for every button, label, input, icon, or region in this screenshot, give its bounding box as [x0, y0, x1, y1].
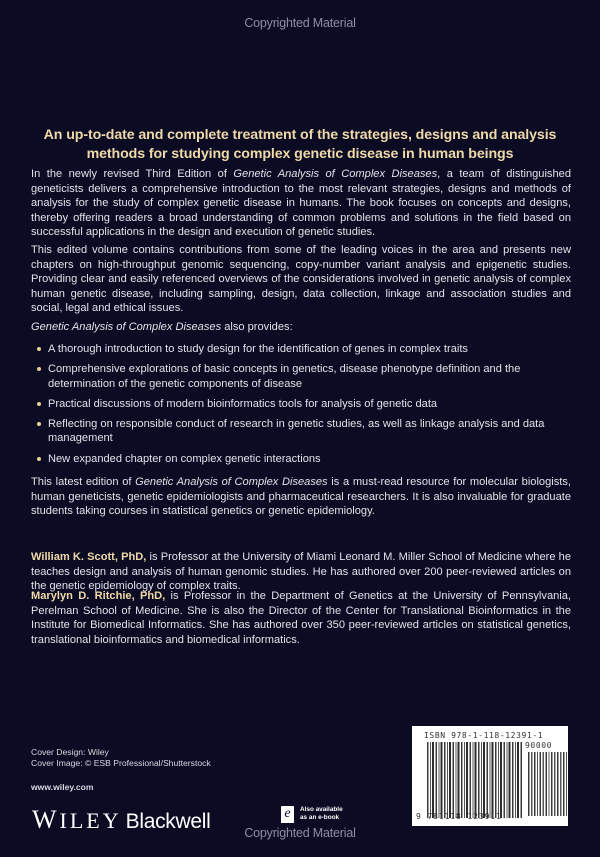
publisher-website-link[interactable]: www.wiley.com	[31, 782, 94, 792]
features-list	[36, 342, 556, 472]
list-item: Reflecting on responsible conduct of research in genetic studies, as well as linkage analysis and data management	[36, 417, 556, 446]
price-addon-number: 90000	[525, 741, 553, 750]
author-name: Marylyn D. Ritchie, PhD,	[31, 590, 166, 602]
author-bio: is Professor at the University of Miami Leonard M. Miller School of Medicine where he teaches design and analysis of human genomic studies. He has authored over 200 peer-reviewed articles on the genetic epidemiology of complex traits.	[31, 551, 571, 593]
addon-barcode-bars-icon	[528, 752, 568, 816]
author-name: William K. Scott, PhD,	[31, 551, 147, 563]
book-title: Genetic Analysis of Complex Diseases	[135, 476, 328, 488]
ebook-badge	[281, 806, 343, 823]
list-item: Comprehensive explorations of basic concepts in genetics, disease phenotype definition and the determination of the genetic components of disease	[36, 362, 556, 391]
ebook-text: Also available as an e-book	[300, 806, 343, 821]
text: This latest edition of	[31, 476, 136, 488]
author-bio: is Professor in the Department of Genetics at the University of Pennsylvania, Perelman School of Medicine. She is also the Director of the Center for Translational Bioinformatics in the Institute for Biomedical Informatics. She has authored over 350 peer-reviewed articles on statistical genetics, translational bioinformatics and biomedical informatics.	[31, 590, 572, 646]
barcode-bars-icon	[427, 742, 522, 818]
audience-paragraph	[31, 475, 571, 519]
copyright-watermark-bottom: Copyrighted Material	[244, 826, 356, 840]
wiley-wordmark: WILEY	[32, 805, 122, 834]
author-bio-ritchie	[31, 589, 571, 647]
blackwell-wordmark: Blackwell	[125, 810, 211, 833]
text: , a team of distinguished geneticists delivers a comprehensive introduction to the most relevant strategies, designs and methods of analysis for the study of complex genetic disease in humans. The book focuses on concepts and designs, thereby offering readers a broad understanding of common problems and solutions in the field based on successful applications in the design and execution of genetic studies.	[31, 168, 571, 239]
book-title: Genetic Analysis of Complex Diseases	[31, 321, 222, 333]
book-title: Genetic Analysis of Complex Diseases	[233, 168, 438, 180]
text: is a must-read resource for molecular biologists, human geneticists, genetic epidemiologists and pharmaceutical researchers. It is also invaluable for graduate students taking courses in statistical genetics or genetic epidemiology.	[31, 476, 571, 518]
list-item: A thorough introduction to study design for the identification of genes in complex traits	[36, 342, 556, 357]
isbn-number: ISBN 978-1-118-12391-1	[424, 731, 544, 740]
provides-paragraph	[31, 320, 571, 335]
author-bio-scott	[31, 550, 571, 594]
intro-paragraph	[31, 167, 571, 240]
ebook-icon: e	[281, 806, 294, 823]
copyright-watermark-top: Copyrighted Material	[244, 16, 356, 30]
list-item: Practical discussions of modern bioinformatics tools for analysis of genetic data	[36, 397, 556, 412]
cover-image-credit: Cover Image: © ESB Professional/Shutterstock	[31, 758, 211, 768]
ean-number: 9 781118 123911	[416, 812, 502, 821]
headline: An up-to-date and complete treatment of the strategies, designs and analysis methods for studying complex genetic disease in human beings	[43, 127, 557, 162]
cover-design-credit: Cover Design: Wiley	[31, 747, 109, 757]
cover-credits	[31, 747, 211, 769]
isbn-barcode	[412, 726, 568, 826]
volume-paragraph: This edited volume contains contributions from some of the leading voices in the area and presents new chapters on high-throughput genomic sequencing, copy-number variant analysis and epigenetic studies. Providing clear and easily referenced overviews of the considerations involved in genetic analysis of complex human genetic disease, including sampling, design, data collection, linkage and association studies and social, legal and ethical issues.	[31, 244, 571, 315]
text: also provides:	[221, 321, 293, 333]
list-item: New expanded chapter on complex genetic interactions	[36, 452, 556, 467]
text: In the newly revised Third Edition of	[31, 168, 234, 180]
